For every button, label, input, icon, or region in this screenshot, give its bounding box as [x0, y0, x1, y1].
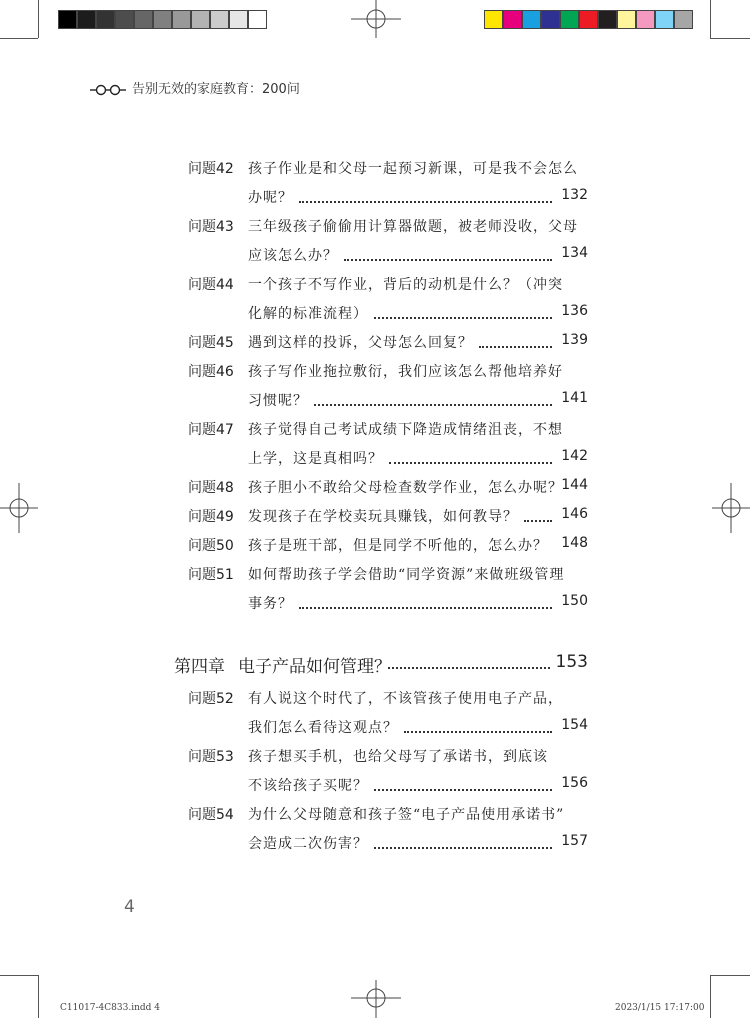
chapter-title: 电子产品如何管理？ — [238, 657, 391, 677]
color-swatch — [96, 10, 115, 29]
toc-entry[interactable] — [178, 419, 588, 477]
page-number: 154 — [561, 717, 588, 733]
toc-entry[interactable] — [178, 564, 588, 622]
color-swatch — [229, 10, 248, 29]
entry-title-line: 遇到这样的投诉，父母怎么回复？ — [248, 335, 473, 351]
crop-mark — [710, 0, 711, 38]
toc-entry[interactable] — [178, 477, 588, 506]
toc-entry[interactable] — [178, 688, 588, 746]
registration-mark-right — [710, 483, 750, 533]
dot-leader — [374, 847, 552, 849]
dot-leader — [388, 667, 550, 669]
chapter-label: 第四章 — [174, 657, 225, 677]
toc-entry[interactable] — [178, 535, 588, 564]
crop-mark — [0, 38, 38, 39]
question-number: 问题43 — [188, 219, 234, 235]
page-number: 142 — [561, 448, 588, 464]
entry-title-line: 孩子胆小不敢给父母检查数学作业，怎么办呢？ — [248, 480, 563, 496]
dot-leader — [374, 789, 552, 791]
color-swatch — [210, 10, 229, 29]
question-number: 问题48 — [188, 480, 234, 496]
question-number: 问题47 — [188, 422, 234, 438]
toc-entry[interactable] — [178, 216, 588, 274]
entry-title-line: 会造成二次伤害？ — [248, 836, 368, 852]
toc-entry[interactable] — [178, 332, 588, 361]
dot-leader — [299, 607, 552, 609]
entry-title-line: 孩子想买手机，也给父母写了承诺书，到底该 — [248, 749, 548, 765]
entry-title-line: 习惯呢？ — [248, 393, 308, 409]
entry-title-line: 孩子是班干部，但是同学不听他的，怎么办？ — [248, 538, 548, 554]
dot-leader — [524, 520, 552, 522]
dot-leader — [314, 404, 552, 406]
toc-entry[interactable] — [178, 158, 588, 216]
entry-title-line: 孩子作业是和父母一起预习新课，可是我不会怎么 — [248, 161, 578, 177]
glasses-icon — [90, 84, 126, 96]
question-number: 问题53 — [188, 749, 234, 765]
running-header — [90, 78, 300, 97]
entry-title-line: 我们怎么看待这观点？ — [248, 720, 398, 736]
dot-leader — [479, 346, 552, 348]
color-swatch — [541, 10, 560, 29]
question-number: 问题52 — [188, 691, 234, 707]
color-swatch — [77, 10, 96, 29]
question-number: 问题49 — [188, 509, 234, 525]
entry-title-line: 如何帮助孩子学会借助“同学资源”来做班级管理 — [248, 567, 565, 583]
dot-leader — [299, 201, 552, 203]
slug-timestamp: 2023/1/15 17:17:00 — [615, 1003, 705, 1013]
entry-title-line: 不该给孩子买呢？ — [248, 778, 368, 794]
crop-mark — [710, 975, 711, 1018]
entry-title-line: 有人说这个时代了，不该管孩子使用电子产品， — [248, 691, 563, 707]
color-swatch — [172, 10, 191, 29]
page-number: 139 — [561, 332, 588, 348]
dot-leader — [404, 731, 552, 733]
color-swatch — [191, 10, 210, 29]
crop-mark — [38, 0, 39, 38]
entry-title-line: 孩子觉得自己考试成绩下降造成情绪沮丧，不想 — [248, 422, 563, 438]
entry-title-line: 办呢？ — [248, 190, 293, 206]
registration-mark-left — [0, 483, 40, 533]
page-number: 148 — [561, 535, 588, 551]
entry-title-line: 三年级孩子偷偷用计算器做题，被老师没收，父母 — [248, 219, 578, 235]
page-number: 144 — [561, 477, 588, 493]
color-swatch — [503, 10, 522, 29]
crop-mark — [38, 975, 39, 1018]
entry-title-line: 一个孩子不写作业，背后的动机是什么？（冲突 — [248, 277, 563, 293]
question-number: 问题54 — [188, 807, 234, 823]
page-number: 141 — [561, 390, 588, 406]
page-number: 136 — [561, 303, 588, 319]
entry-title-line: 发现孩子在学校卖玩具赚钱，如何教导？ — [248, 509, 518, 525]
entry-title-line: 事务？ — [248, 596, 293, 612]
toc-entry[interactable] — [178, 274, 588, 332]
toc-entry[interactable] — [178, 746, 588, 804]
page-number: 134 — [561, 245, 588, 261]
color-swatch — [598, 10, 617, 29]
color-swatch — [248, 10, 267, 29]
slug-filename: C11017-4C833.indd 4 — [60, 1003, 160, 1013]
page-number: 156 — [561, 775, 588, 791]
crop-mark — [0, 975, 38, 976]
book-title: 告别无效的家庭教育：200问 — [132, 82, 300, 97]
dot-leader — [344, 259, 552, 261]
entry-title-line: 化解的标准流程） — [248, 306, 368, 322]
color-swatch — [655, 10, 674, 29]
crop-mark — [710, 975, 750, 976]
color-swatch — [134, 10, 153, 29]
color-swatch — [484, 10, 503, 29]
color-swatch — [522, 10, 541, 29]
entry-title-line: 应该怎么办？ — [248, 248, 338, 264]
registration-mark-top — [351, 0, 401, 40]
question-number: 问题50 — [188, 538, 234, 554]
question-number: 问题45 — [188, 335, 234, 351]
page-number: 132 — [561, 187, 588, 203]
entry-title-line: 为什么父母随意和孩子签“电子产品使用承诺书” — [248, 807, 565, 823]
color-swatch — [58, 10, 77, 29]
question-number: 问题46 — [188, 364, 234, 380]
page-number: 157 — [561, 833, 588, 849]
color-swatch — [579, 10, 598, 29]
page-number: 150 — [561, 593, 588, 609]
toc-entry[interactable] — [178, 804, 588, 862]
color-swatch — [636, 10, 655, 29]
color-swatch — [674, 10, 693, 29]
entry-title-line: 孩子写作业拖拉敷衍，我们应该怎么帮他培养好 — [248, 364, 563, 380]
entry-title-line: 上学，这是真相吗？ — [248, 451, 383, 467]
color-swatch — [560, 10, 579, 29]
toc-entry[interactable] — [178, 361, 588, 419]
page-folio: 4 — [124, 897, 135, 917]
page-number: 146 — [561, 506, 588, 522]
question-number: 问题44 — [188, 277, 234, 293]
chapter-page-number: 153 — [555, 652, 588, 672]
dot-leader — [374, 317, 552, 319]
dot-leader — [389, 462, 552, 464]
registration-mark-bottom — [351, 980, 401, 1018]
color-swatch — [115, 10, 134, 29]
question-number: 问题51 — [188, 567, 234, 583]
color-swatch — [153, 10, 172, 29]
color-swatch — [617, 10, 636, 29]
question-number: 问题42 — [188, 161, 234, 177]
toc-entry[interactable] — [178, 506, 588, 535]
crop-mark — [710, 38, 750, 39]
